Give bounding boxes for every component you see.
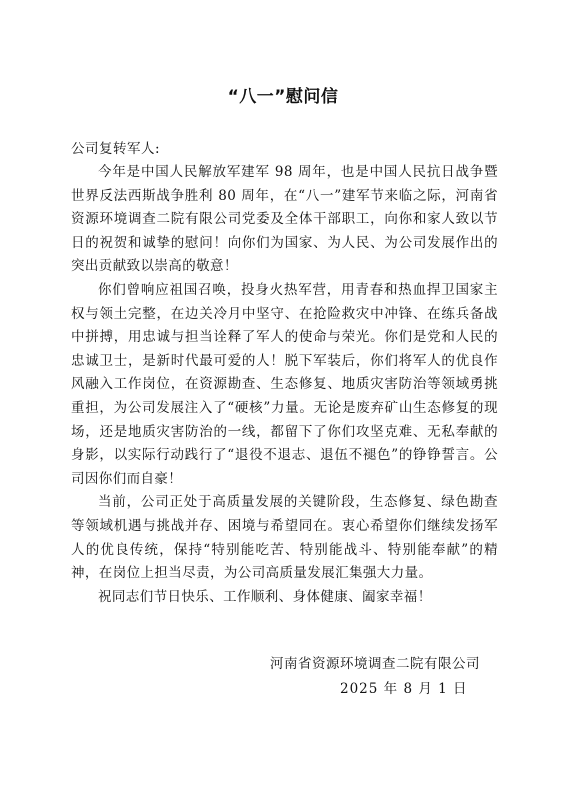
paragraph-wishes: 祝同志们节日快乐、工作顺利、身体健康、阖家幸福！ xyxy=(98,588,432,605)
signature-organization: 河南省资源环境调查二院有限公司 xyxy=(270,656,480,672)
paragraph-anniversary: 今年是中国人民解放军建军 98 周年，也是中国人民抗日战争暨世界反法西斯战争胜利 80 周年，在“八一”建军节来临之际，河南省资源环境调查二院有限公司党委及全体干部职工，向你和家人致以节日的祝贺和诚挚的慰问！向你们为国家、为人民、为公司发展作出的突出贡献致以崇高的敬意！ xyxy=(71,164,498,275)
paragraph-service: 你们曾响应祖国召唤，投身火热军营，用青春和热血捍卫国家主权与领土完整，在边关冷月中坚守、在抢险救灾中冲锋、在练兵备战中拼搏，用忠诚与担当诠释了军人的使命与荣光。你们是党和人民的忠诚卫士，是新时代最可爱的人！脱下军装后，你们将军人的优良作风融入工作岗位，在资源勘查、生态修复、地质灾害防治等领域勇挑重担，为公司发展注入了“硬核”力量。无论是废弃矿山生态修复的现场，还是地质灾害防治的一线，都留下了你们攻坚克难、无私奉献的身影，以实际行动践行了“退役不退志、退伍不褪色”的铮铮誓言。公司因你们而自豪！ xyxy=(71,281,498,487)
signature-date: 2025 年 8 月 1 日 xyxy=(340,681,468,697)
letter-body xyxy=(71,161,498,609)
salutation: 公司复转军人: xyxy=(71,141,161,157)
letter-title: “八一”慰问信 xyxy=(227,87,339,107)
paragraph-hopes: 当前，公司正处于高质量发展的关键阶段，生态修复、绿色勘查等领域机遇与挑战并存、困境与希望同在。衷心希望你们继续发扬军人的优良传统，保持“特别能吃苦、特别能战斗、特别能奉献”的精神，在岗位上担当尽责，为公司高质量发展汇集强大力量。 xyxy=(71,494,498,582)
